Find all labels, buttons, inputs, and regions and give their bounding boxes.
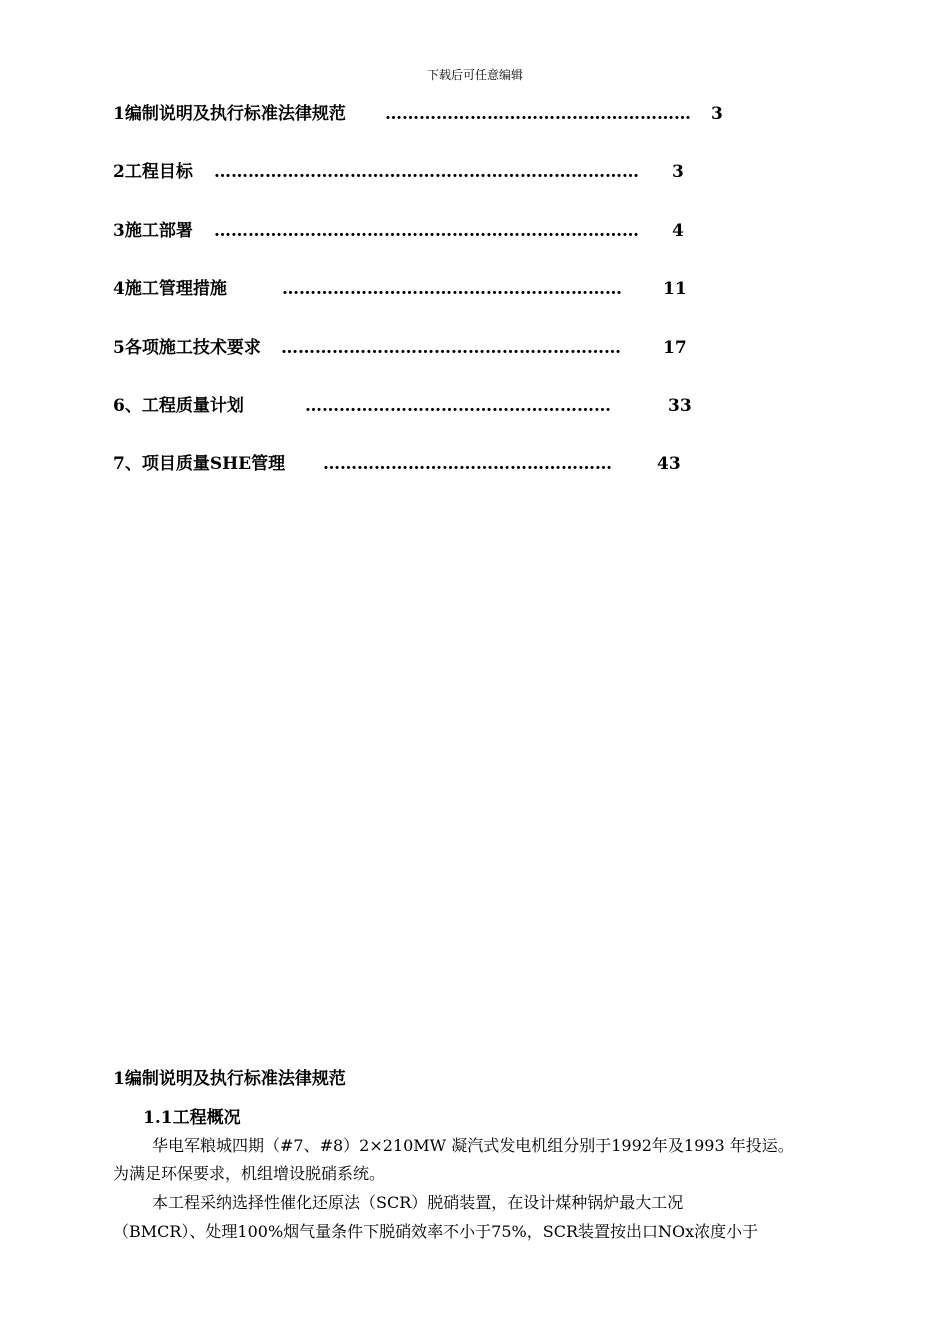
page-header: 下载后可任意编辑 — [426, 68, 523, 82]
toc-page: 33 — [668, 396, 692, 416]
section-heading: 1编制说明及执行标准法律规范 — [113, 1069, 346, 1089]
toc-page: 11 — [663, 279, 687, 299]
toc-title: 2工程目标 — [113, 162, 193, 182]
body-text-line: （BMCR）、处理100%烟气量条件下脱硝效率不小于75%，SCR装置按出口NOx浓度小于 — [113, 1222, 759, 1241]
subsection-heading: 1.1工程概况 — [143, 1108, 241, 1128]
body-text-line: 华电军粮城四期（#7、#8）2×210MW 凝汽式发电机组分别于1992年及1993 年投运。 — [152, 1136, 794, 1155]
toc-leader: …………………………………………… — [323, 454, 612, 474]
toc-title: 3施工部署 — [113, 221, 193, 241]
toc-title: 7、项目质量SHE管理 — [113, 454, 286, 474]
body-text-line: 本工程采纳选择性催化还原法（SCR）脱硝装置，在设计煤种锅炉最大工况 — [152, 1193, 684, 1212]
toc-title: 4施工管理措施 — [113, 279, 227, 299]
toc-title: 1编制说明及执行标准法律规范 — [113, 104, 346, 124]
toc-title: 5各项施工技术要求 — [113, 338, 261, 358]
toc-title: 6、工程质量计划 — [113, 396, 244, 416]
toc-leader: …………………………………………………… — [281, 338, 621, 358]
toc-page: 4 — [672, 221, 684, 241]
toc-page: 17 — [663, 338, 687, 358]
toc-page: 3 — [672, 162, 684, 182]
body-text-line: 为满足环保要求，机组增设脱硝系统。 — [113, 1164, 386, 1183]
toc-leader: ………………………………………………………………… — [214, 162, 639, 182]
toc-leader: …………………………………………………… — [282, 279, 622, 299]
toc-page: 43 — [657, 454, 681, 474]
toc-leader: ……………………………………………… — [305, 396, 611, 416]
toc-leader: ………………………………………………………………… — [214, 221, 639, 241]
toc-leader: ……………………………………………… — [385, 104, 691, 124]
toc-page: 3 — [711, 104, 723, 124]
